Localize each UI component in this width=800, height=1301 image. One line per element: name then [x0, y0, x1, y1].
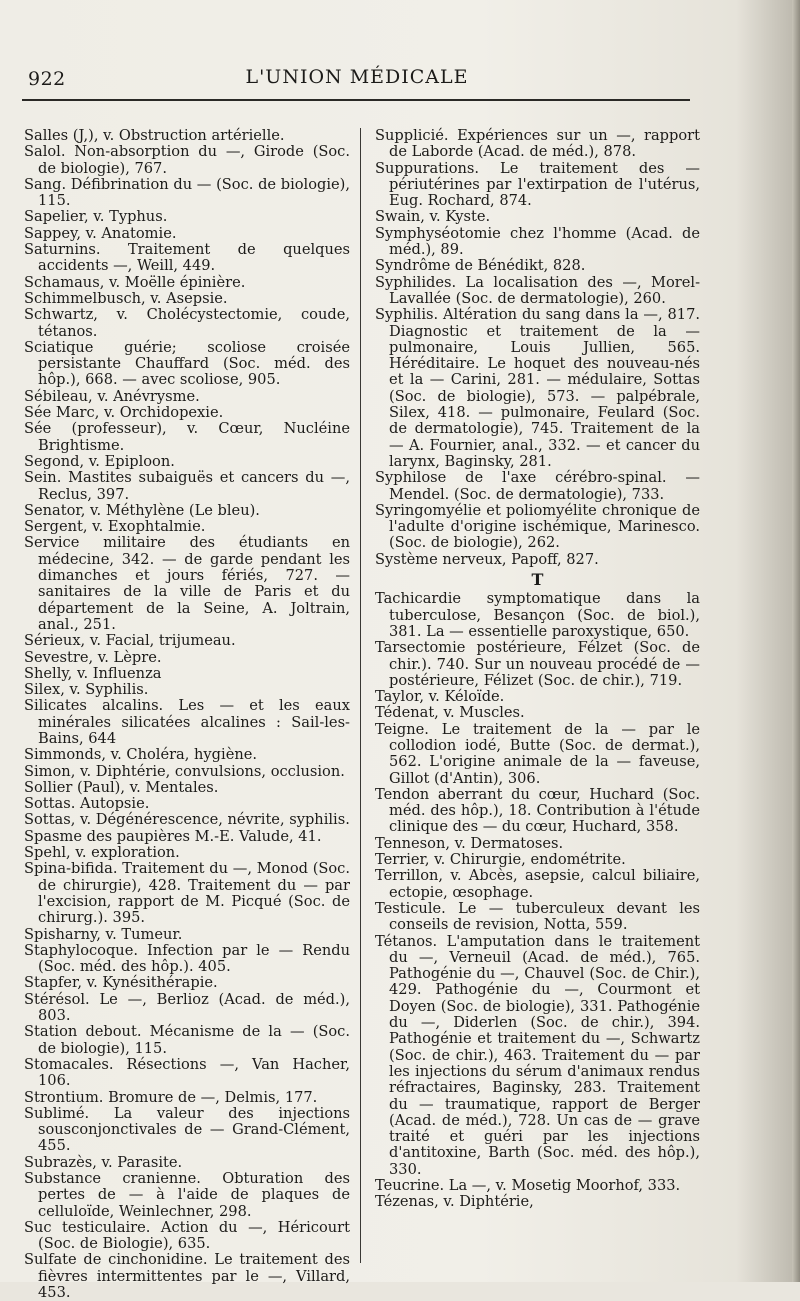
page-edge-shadow: [792, 0, 800, 1282]
index-entry: Subrazès, v. Parasite.: [24, 1153, 183, 1171]
index-entry: Saturnins. Traitement de quelques accidents —, Weill, 449.: [24, 241, 350, 275]
index-entry: Sottas. Autopsie.: [24, 795, 150, 813]
index-entry: Sébileau, v. Anévrysme.: [24, 387, 200, 405]
index-entry: Suc testiculaire. Action du —, Héricourt (Soc. de Biologie), 635.: [24, 1218, 350, 1253]
right-column-s-entries: [375, 128, 700, 568]
index-entry: Sulfate de cinchonidine. Le traitement des fièvres intermittentes par le —, Villard, 453.: [24, 1251, 350, 1301]
index-entry: Testicule. Le — tuberculeux devant les conseils de revision, Notta, 559.: [375, 899, 700, 934]
right-column: [375, 128, 700, 1211]
index-entry: Spisharny, v. Tumeur.: [24, 925, 183, 943]
index-entry: Teucrine. La —, v. Mosetig Moorhof, 333.: [375, 1177, 681, 1194]
index-entry: Tendon aberrant du cœur, Huchard (Soc. méd. des hôp.), 18. Contribution à l'étude clinique des — du cœur, Huchard, 358.: [375, 785, 700, 836]
index-entry: Senator, v. Méthylène (Le bleu).: [24, 501, 260, 519]
index-entry: Shelly, v. Influenza: [24, 664, 162, 682]
index-entry: Suppurations. Le traitement des — périutérines par l'extirpation de l'utérus, Eug. Rochard, 874.: [375, 159, 700, 210]
column-divider: [360, 128, 361, 1263]
index-entry: Simon, v. Diphtérie, convulsions, occlusion.: [24, 762, 345, 780]
index-entry: Strontium. Bromure de —, Delmis, 177.: [24, 1088, 318, 1106]
section-letter: T: [531, 570, 544, 590]
index-entry: Tétanos. L'amputation dans le traitement du —, Verneuil (Acad. de méd.), 765. Pathogénie du —, Chauvel (Soc. de Chir.), 429. Pathogénie du —, Courmont et Doyen (Soc. de biologie), 331. Pathogénie du —, Diderlen (Soc. de chir.), 394. Pathogénie et traitement du —, Schwartz (Soc. de chir.), 463. Traitement du — par les injections du sérum d'animaux rendus réfractaires, Baginsky, 283. Traitement du — traumatique, rapport de Berger (Acad. de méd.), 728. Un cas de — grave traité et guéri par les injections d'antitoxine, Barth (Soc. méd. des hôp.), 330.: [375, 932, 700, 1178]
index-entry: Spasme des paupières M.-E. Valude, 41.: [24, 827, 322, 845]
left-column: [24, 128, 350, 1301]
index-entry: Syringomyélie et poliomyélite chronique de l'adulte d'origine ischémique, Marinesco. (Soc. de biologie), 262.: [375, 501, 700, 552]
page-header: [22, 64, 692, 94]
index-entry: Supplicié. Expériences sur un —, rapport de Laborde (Acad. de méd.), 878.: [375, 127, 700, 161]
index-entry: Syphilose de l'axe cérébro-spinal. — Mendel. (Soc. de dermatologie), 733.: [375, 469, 700, 503]
index-entry: Sublimé. La valeur des injections sousconjonctivales de — Grand-Clément, 455.: [24, 1104, 350, 1155]
index-entry: Service militaire des étudiants en médecine, 342. — de garde pendant les dimanches et jours fériés, 727. — sanitaires de la ville de Paris et du département de la Seine, A. Joltrain, anal., 251.: [24, 534, 350, 633]
index-entry: Taylor, v. Kéloïde.: [375, 688, 505, 706]
index-entry: Schwartz, v. Cholécystectomie, coude, tétanos.: [24, 306, 350, 340]
index-entry: Tenneson, v. Dermatoses.: [375, 834, 564, 852]
index-entry: Sottas, v. Dégénérescence, névrite, syphilis.: [24, 811, 350, 829]
index-entry: Stapfer, v. Kynésithérapie.: [24, 974, 218, 992]
index-entry: Spehl, v. exploration.: [24, 844, 180, 862]
index-entry: Tachicardie symptomatique dans la tuberculose, Besançon (Soc. de biol.), 381. La — essentielle paroxystique, 650.: [375, 590, 700, 640]
index-entry: Spina-bifida. Traitement du —, Monod (Soc. de chirurgie), 428. Traitement du — par l'excision, rapport de M. Picqué (Soc. de chirurg.). 395.: [24, 860, 350, 927]
index-entry: Tédenat, v. Muscles.: [375, 704, 525, 722]
index-entry: Silicates alcalins. Les — et les eaux minérales silicatées alcalines : Sail-les-Bains, 644: [24, 697, 350, 747]
index-entry: Syndrôme de Bénédikt, 828.: [375, 257, 586, 275]
running-title: L'UNION MÉDICALE: [245, 66, 469, 88]
index-entry: Sciatique guérie; scoliose croisée persistante Chauffard (Soc. méd. des hôp.), 668. — avec scoliose, 905.: [24, 338, 350, 389]
index-entry: Syphilis. Altération du sang dans la —, 817. Diagnostic et traitement de la — pulmonaire, Louis Jullien, 565. Héréditaire. Le hoquet des nouveau-nés et la — Carini, 281. — médulaire, Sottas (Soc. de biologie), 573. — palpébrale, Silex, 418. — pulmonaire, Feulard (Soc. de dermatologie), 745. Traitement de la — A. Fournier, anal., 332. — et cancer du larynx, Baginsky, 281.: [375, 306, 700, 470]
index-entry: Schimmelbusch, v. Asepsie.: [24, 289, 228, 307]
page-number: 922: [28, 68, 66, 90]
index-entry: Schamaus, v. Moëlle épinière.: [24, 273, 246, 291]
index-entry: Stérésol. Le —, Berlioz (Acad. de méd.), 803.: [24, 990, 350, 1025]
index-entry: Terrillon, v. Abcès, asepsie, calcul biliaire, ectopie, œsophage.: [375, 867, 700, 901]
index-entry: Simmonds, v. Choléra, hygiène.: [24, 746, 258, 764]
index-entry: Sergent, v. Exophtalmie.: [24, 518, 206, 536]
header-rule: [22, 99, 690, 101]
index-entry: Système nerveux, Papoff, 827.: [375, 550, 599, 568]
index-entry: Silex, v. Syphilis.: [24, 681, 149, 699]
index-entry: Sérieux, v. Facial, trijumeau.: [24, 632, 236, 650]
index-entry: Station debout. Mécanisme de la — (Soc. de biologie), 115.: [24, 1023, 350, 1057]
index-entry: Sapelier, v. Typhus.: [24, 208, 168, 226]
index-entry: Tarsectomie postérieure, Félzet (Soc. de chir.). 740. Sur un nouveau procédé de — postérieure, Félizet (Soc. de chir.), 719.: [375, 639, 700, 689]
index-entry: Salol. Non-absorption du —, Girode (Soc. de biologie), 767.: [24, 143, 350, 177]
index-entry: Sollier (Paul), v. Mentales.: [24, 778, 219, 796]
index-entry: Salles (J,), v. Obstruction artérielle.: [24, 127, 285, 144]
index-entry: Sappey, v. Anatomie.: [24, 224, 177, 242]
index-entry: Sée Marc, v. Orchidopexie.: [24, 404, 224, 422]
index-entry: Syphilides. La localisation des —, Morel-Lavallée (Soc. de dermatologie), 260.: [375, 273, 700, 307]
index-entry: Substance cranienne. Obturation des pertes de — à l'aide de plaques de celluloïde, Weinlechner, 298.: [24, 1170, 350, 1220]
index-entry: Symphyséotomie chez l'homme (Acad. de méd.), 89.: [375, 224, 700, 259]
index-entry: Swain, v. Kyste.: [375, 208, 491, 226]
right-column-t-entries: [375, 591, 700, 1210]
index-entry: Sevestre, v. Lèpre.: [24, 648, 162, 666]
index-entry: Sang. Défibrination du — (Soc. de biologie), 115.: [24, 175, 350, 210]
index-entry: Sein. Mastites subaiguës et cancers du —, Reclus, 397.: [24, 469, 350, 503]
index-entry: Tézenas, v. Diphtérie,: [375, 1193, 534, 1211]
index-entry: Teigne. Le traitement de la — par le collodion iodé, Butte (Soc. de dermat.), 562. L'origine animale de la — faveuse, Gillot (d'Antin), 306.: [375, 720, 700, 787]
index-entry: Segond, v. Epiploon.: [24, 452, 175, 470]
index-entry: Terrier, v. Chirurgie, endométrite.: [375, 851, 626, 869]
index-entry: Stomacales. Résections —, Van Hacher, 106.: [24, 1055, 350, 1090]
index-entry: Staphylocoque. Infection par le — Rendu (Soc. méd. des hôp.). 405.: [24, 941, 350, 976]
index-entry: Sée (professeur), v. Cœur, Nucléine Brightisme.: [24, 420, 350, 454]
